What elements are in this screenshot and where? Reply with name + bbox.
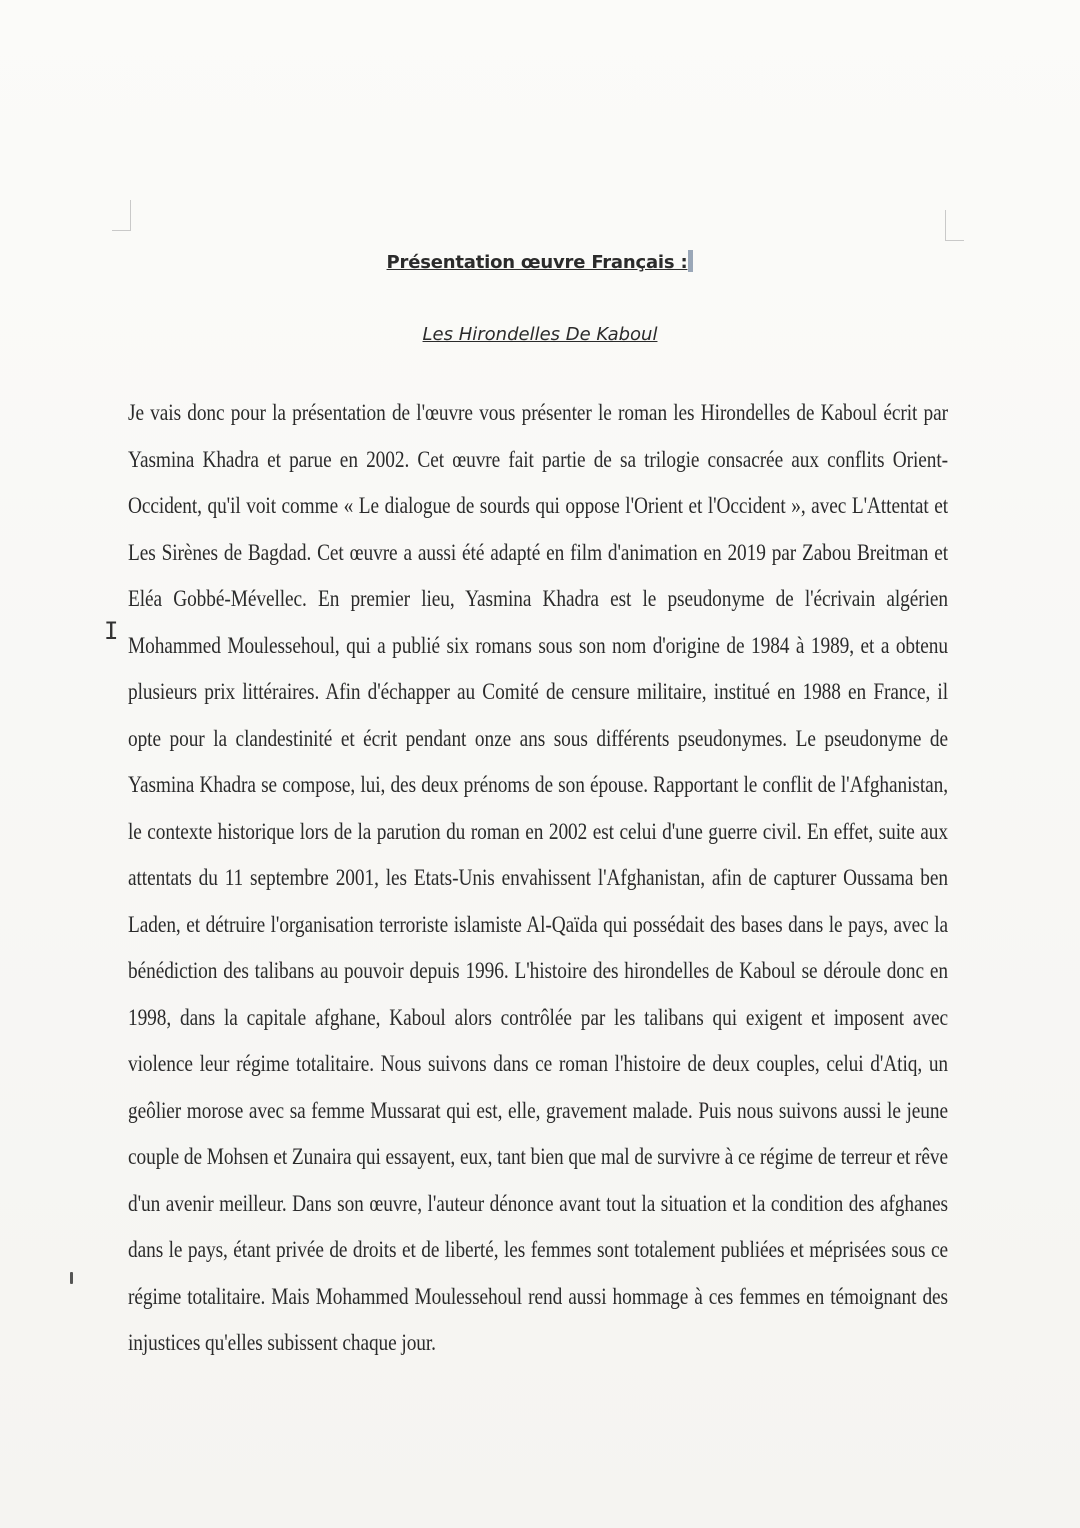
- document-subtitle[interactable]: Les Hirondelles De Kaboul: [422, 324, 658, 345]
- body-paragraph[interactable]: Je vais donc pour la présentation de l'œuvre vous présenter le roman les Hirondelles de Kaboul écrit par Yasmina Khadra et parue en 2002. Cet œuvre fait partie de sa trilogie consacrée aux conflits Orient-Occident, qu'il voit comme « Le dialogue de sourds qui oppose l'Orient et l'Occident », avec L'Attentat et Les Sirènes de Bagdad. Cet œuvre a aussi été adapté en film d'animation en 2019 par Zabou Breitman et Eléa Gobbé-Mévellec. En premier lieu, Yasmina Khadra est le pseudonyme de l'écrivain algérien Mohammed Moulessehoul, qui a publié six romans sous son nom d'origine de 1984 à 1989, et a obtenu plusieurs prix littéraires. Afin d'échapper au Comité de censure militaire, institué en 1988 en France, il opte pour la clandestinité et écrit pendant onze ans sous différents pseudonymes. Le pseudonyme de Yasmina Khadra se compose, lui, des deux prénoms de son épouse. Rapportant le conflit de l'Afghanistan, le contexte historique lors de la parution du roman en 2002 est celui d'une guerre civil. En effet, suite aux attentats du 11 septembre 2001, les Etats-Unis envahissent l'Afghanistan, afin de capturer Oussama ben Laden, et détruire l'organisation terroriste islamiste Al-Qaïda qui possédait des bases dans le pays, avec la bénédiction des talibans au pouvoir depuis 1996. L'histoire des hirondelles de Kaboul se déroule donc en 1998, dans la capitale afghane, Kaboul alors contrôlée par les talibans qui exigent et imposent avec violence leur régime totalitaire. Nous suivons dans ce roman l'histoire de deux couples, celui d'Atiq, un geôlier morose avec sa femme Mussarat qui est, elle, gravement malade. Puis nous suivons aussi le jeune couple de Mohsen et Zunaira qui essayent, eux, tant bien que mal de survivre à ce régime de terreur et rêve d'un avenir meilleur. Dans son œuvre, l'auteur dénonce avant tout la situation et la condition des afghanes dans le pays, étant privée de droits et de liberté, les femmes sont totalement publiées et méprisées sous ce régime totalitaire. Mais Mohammed Moulessehoul rend aussi hommage à ces femmes en témoignant des injustices qu'elles subissent chaque jour.: [128, 400, 948, 1356]
- page-margin-corner-left: [112, 200, 131, 231]
- margin-mark: [70, 1272, 73, 1284]
- document-title[interactable]: Présentation œuvre Français :: [386, 252, 688, 273]
- ibeam-cursor-icon: I: [104, 617, 119, 645]
- document-title-wrapper: [0, 250, 1080, 273]
- page-margin-corner-right: [945, 210, 964, 241]
- text-cursor: [688, 250, 693, 272]
